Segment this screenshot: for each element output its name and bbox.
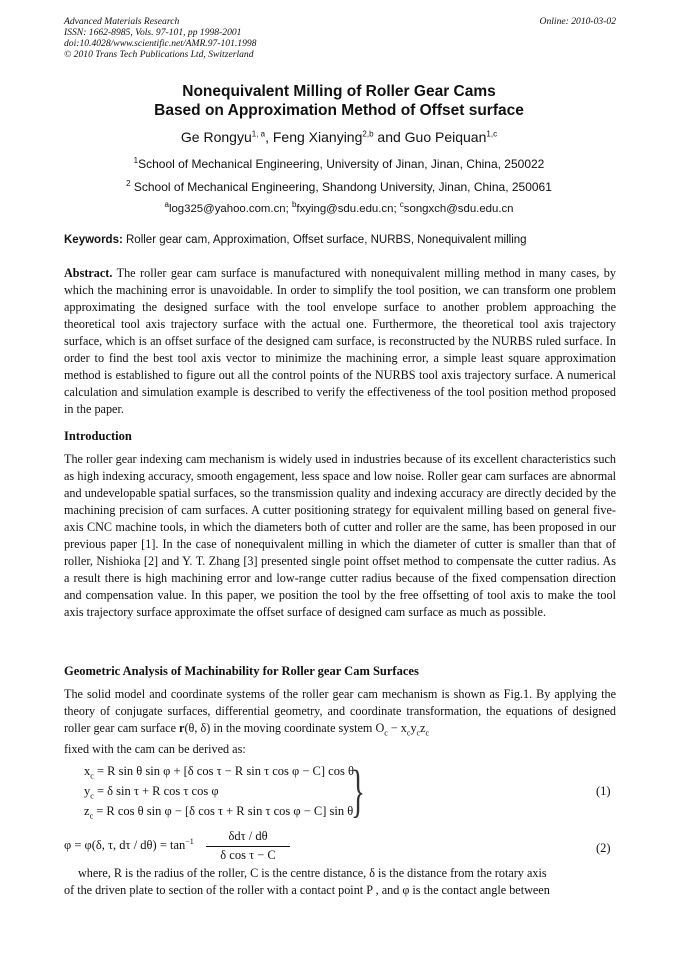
keywords-text: Roller gear cam, Approximation, Offset surface, NURBS, Nonequivalent milling: [122, 234, 527, 246]
p1-args: (θ, δ): [184, 721, 211, 735]
affiliation-1: [40, 157, 638, 171]
equation-2-fraction: [206, 829, 290, 863]
affiliation-2: [40, 180, 638, 194]
geometric-paragraph-2-line-1: where, R is the radius of the roller, C is the centre distance, δ is the distance from the rotary axis: [78, 866, 547, 880]
equation-1-brace: }: [351, 758, 365, 823]
keywords: [64, 234, 624, 246]
affiliation-2-sup: 2: [126, 179, 131, 188]
abstract-text: The roller gear cam surface is manufactured with nonequivalent milling method in many cases, by which the machining error is unavoidable. In order to simplify the tool position, we can transform one problem approximating the designed surface with the tool envelope surface to another problem approaching the theoretical tool axis trajectory surface with the actual one. Furthermore, the theoretical tool axis trajectory surface, which is an offset surface of the designed cam surface, is reconstructed by the NURBS ruled surface. In order to find the best tool axis vector to minimize the machining error, a simple least square approximation method is established to figure out all the control points of the NURBS tool axis trajectory surface. A numerical calculation and simulation example is described to verify the effectiveness of the tool position method proposed in the paper.: [64, 266, 616, 416]
eq1-z-lhs: z: [84, 804, 90, 818]
online-date: Online: 2010-03-02: [539, 16, 616, 27]
doi: doi:10.4028/www.scientific.net/AMR.97-101.1998: [64, 38, 257, 49]
equation-1-z: [84, 804, 353, 821]
eq2-numerator: δdτ / dθ: [206, 829, 290, 847]
email-b-sup: b: [291, 200, 297, 210]
p1-text-a: The solid model and coordinate systems of the roller gear cam mechanism is shown as Fig.1. By applying the theory of conjugate surfaces, differential geometry, and coordinate transformation, the equations of designed roller gear cam surface: [64, 687, 616, 735]
geometric-paragraph-1: [64, 686, 616, 758]
author-2-sup: 2,b: [362, 129, 374, 139]
p1-coord-y-sub: c: [416, 728, 421, 738]
abstract-label: Abstract.: [64, 266, 113, 280]
title-line-2: Based on Approximation Method of Offset surface: [154, 102, 524, 119]
keywords-label: Keywords:: [64, 234, 123, 246]
email-list: [40, 200, 638, 215]
equation-1-number: (1): [596, 784, 611, 798]
p1-text-c: fixed with the cam can be derived as:: [64, 742, 246, 757]
geometric-heading: Geometric Analysis of Machinability for Roller gear Cam Surfaces: [64, 664, 419, 678]
equation-2-number: (2): [596, 841, 611, 855]
title-line-1: Nonequivalent Milling of Roller Gear Cams: [182, 83, 496, 100]
eq1-y-sub: c: [90, 791, 94, 801]
author-1-sup: 1, a: [251, 129, 266, 139]
email-c-sup: c: [399, 200, 404, 210]
email-a: log325@yahoo.com.cn;: [168, 203, 292, 215]
eq1-y-lhs: y: [84, 784, 91, 798]
eq1-x-lhs: x: [84, 764, 91, 778]
author-3: and Guo Peiquan: [373, 129, 487, 145]
author-2: , Feng Xianying: [265, 129, 363, 145]
issn: ISSN: 1662-8985, Vols. 97-101, pp 1998-2001: [64, 27, 242, 38]
affiliation-1-sup: 1: [133, 156, 139, 165]
journal-name: Advanced Materials Research: [64, 16, 180, 27]
eq1-y-rhs: = δ sin τ + R cos τ cos φ: [93, 784, 219, 798]
p1-coord-x-sub: c: [406, 728, 411, 738]
p1-coord-o-sub: c: [384, 728, 388, 738]
eq1-x-rhs: = R sin θ sin φ + [δ cos τ − R sin τ cos φ − C] cos θ: [93, 764, 354, 778]
p1-coord-z-sub: c: [425, 728, 430, 738]
equation-1-y: [84, 784, 219, 801]
email-a-sup: a: [164, 200, 169, 210]
equation-2-lhs: [64, 837, 194, 853]
eq2-lhs-text: φ = φ(δ, τ, dτ / dθ) = tan: [64, 838, 186, 853]
affiliation-1-text: School of Mechanical Engineering, University of Jinan, Jinan, China, 250022: [138, 157, 545, 171]
eq1-z-rhs: = R cos θ sin φ − [δ cos τ + R sin τ cos φ − C] sin θ: [93, 804, 354, 818]
email-b: fxying@sdu.edu.cn;: [296, 203, 400, 215]
introduction-text: The roller gear indexing cam mechanism is widely used in industries because of its excellent characteristics such as high indexing accuracy, smooth engagement, less space and low noise. Roller gear cam surfaces are abnormal and undevelopable spatial surfaces, so the transmission quality and indexing accuracy are directly decided by the machining precision of cam surfaces. A cutter positioning strategy for equivalent milling based on general five-axis CNC machine tools, in which the diameters both of cutter and roller are the same, has been proposed in our previous paper [1]. In the case of nonequivalent milling in which the diameter of cutter is smaller than that of roller, Nishioka [2] and Y. T. Zhang [3] presented single point offset method to compensate the cutter radius. As a result there is high machining error and low-range cutter radius because of the fixed compensation direction and compensation value. In this paper, we position the tool by the free offsetting of tool axis to make the tool axis trajectory surface approximate the offset surface of designed cam surface as much as possible.: [64, 452, 616, 619]
eq1-z-sub: c: [89, 811, 94, 821]
journal-header: [64, 16, 616, 60]
paper-title: [40, 82, 638, 120]
copyright: © 2010 Trans Tech Publications Ltd, Switzerland: [64, 49, 254, 60]
equation-1-x: [84, 764, 354, 781]
p1-text-b: in the moving coordinate system: [210, 721, 376, 735]
introduction-heading: Introduction: [64, 429, 132, 443]
author-1: Ge Rongyu: [180, 129, 252, 145]
p1-coord-y: y: [410, 721, 417, 735]
affiliation-2-text: School of Mechanical Engineering, Shandong University, Jinan, China, 250061: [130, 180, 552, 194]
p1-vector-r: r: [179, 721, 185, 735]
eq2-sup: −1: [185, 837, 194, 846]
p1-coord-o: O: [375, 721, 385, 735]
abstract: [64, 265, 616, 418]
eq2-denominator: δ cos τ − C: [220, 848, 276, 862]
geometric-paragraph-2-line-2: of the driven plate to section of the roller with a contact point P , and φ is the contact angle between: [64, 883, 550, 897]
p1-coord-x: − x: [387, 721, 407, 735]
email-c: songxch@sdu.edu.cn: [403, 203, 514, 215]
author-list: [40, 129, 638, 145]
eq1-x-sub: c: [90, 771, 94, 781]
p1-coord-z: z: [420, 721, 426, 735]
author-3-sup: 1,c: [486, 129, 498, 139]
